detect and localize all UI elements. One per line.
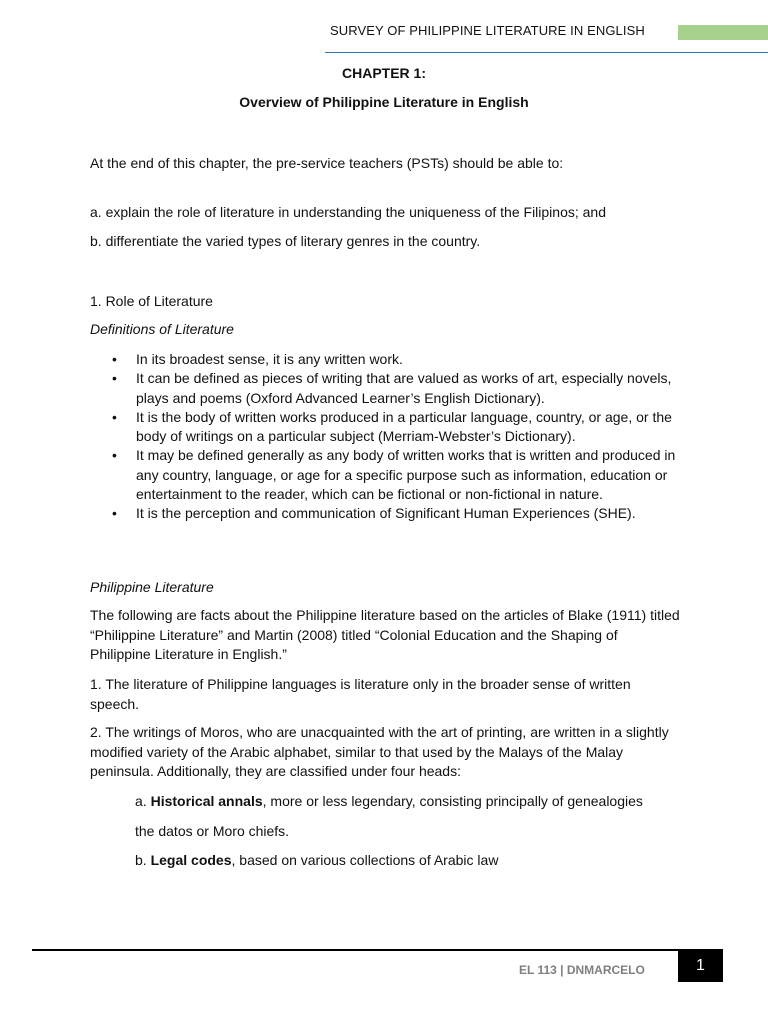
list-item-text: It is the body of written works produced in a particular language, country, or age, or the body of writings on a particular subject (Merriam-Webster’s Dictionary). bbox=[136, 408, 672, 445]
bullet-icon: • bbox=[112, 447, 117, 464]
sub-item-a-term: Historical annals bbox=[150, 793, 263, 809]
sub-item-a-continued: the datos or Moro chiefs. bbox=[135, 823, 290, 839]
section-subheading: Definitions of Literature bbox=[90, 321, 234, 337]
list-item bbox=[90, 369, 690, 408]
fact-1: 1. The literature of Philippine languages is literature only in the broader sense of written speech. bbox=[90, 676, 631, 712]
sub-item-a bbox=[135, 792, 695, 812]
sub-item-b-text: , based on various collections of Arabic law bbox=[231, 852, 499, 868]
fact-2: 2. The writings of Moros, who are unacquainted with the art of printing, are written in a slightly modified variety of the Arabic alphabet, similar to that used by the Malays of the Malay peninsula. Additionally, they are classified under four heads: bbox=[90, 724, 669, 779]
sub-item-b-term: Legal codes bbox=[150, 852, 232, 868]
philippine-literature-heading: Philippine Literature bbox=[90, 579, 214, 595]
bullet-icon: • bbox=[112, 505, 117, 522]
footer-course: EL 113 | DNMARCELO bbox=[519, 963, 645, 977]
chapter-label: CHAPTER 1: bbox=[341, 65, 426, 81]
header-title: SURVEY OF PHILIPPINE LITERATURE IN ENGLISH bbox=[330, 23, 645, 38]
list-item bbox=[90, 408, 690, 447]
header-accent-bar bbox=[678, 25, 768, 40]
chapter-title: Overview of Philippine Literature in English bbox=[239, 94, 529, 110]
list-item bbox=[90, 504, 690, 523]
bullet-icon: • bbox=[112, 351, 117, 367]
sub-item-b-prefix: b. bbox=[135, 852, 151, 868]
header-rule bbox=[325, 52, 768, 53]
list-item-text: It can be defined as pieces of writing that are valued as works of art, especially novels, plays and poems (Oxford Advanced Learner’s English Dictionary). bbox=[136, 370, 672, 406]
list-item bbox=[90, 350, 690, 369]
section-heading: 1. Role of Literature bbox=[90, 293, 213, 309]
footer-rule bbox=[32, 949, 678, 951]
list-item-text: It is the perception and communication of Significant Human Experiences (SHE). bbox=[136, 505, 636, 522]
list-item-text: It may be defined generally as any body of written works that is written and produced in any country, language, or age for a specific purpose such as information, education or entertainment to the reader, which can be fictional or non-fictional in nature. bbox=[136, 447, 676, 503]
objectives-intro: At the end of this chapter, the pre-service teachers (PSTs) should be able to: bbox=[90, 155, 564, 171]
sub-item-a-prefix: a. bbox=[135, 793, 151, 809]
philippine-literature-intro: The following are facts about the Philippine literature based on the articles of Blake (1911) titled “Philippine Literature” and Martin (2008) titled “Colonial Education and the Shaping of Philippine Literature in English.” bbox=[90, 607, 680, 662]
bullet-icon: • bbox=[112, 370, 117, 387]
list-item-text: In its broadest sense, it is any written work. bbox=[136, 351, 403, 367]
sub-item-b bbox=[135, 851, 695, 871]
bullet-icon: • bbox=[112, 408, 117, 425]
definitions-list bbox=[90, 350, 690, 524]
page-number: 1 bbox=[678, 949, 723, 982]
objective-a: a. explain the role of literature in understanding the uniqueness of the Filipinos; and bbox=[90, 204, 607, 220]
list-item bbox=[90, 446, 690, 504]
sub-item-a-text: , more or less legendary, consisting principally of genealogies bbox=[262, 793, 643, 809]
objective-b: b. differentiate the varied types of literary genres in the country. bbox=[90, 233, 481, 249]
